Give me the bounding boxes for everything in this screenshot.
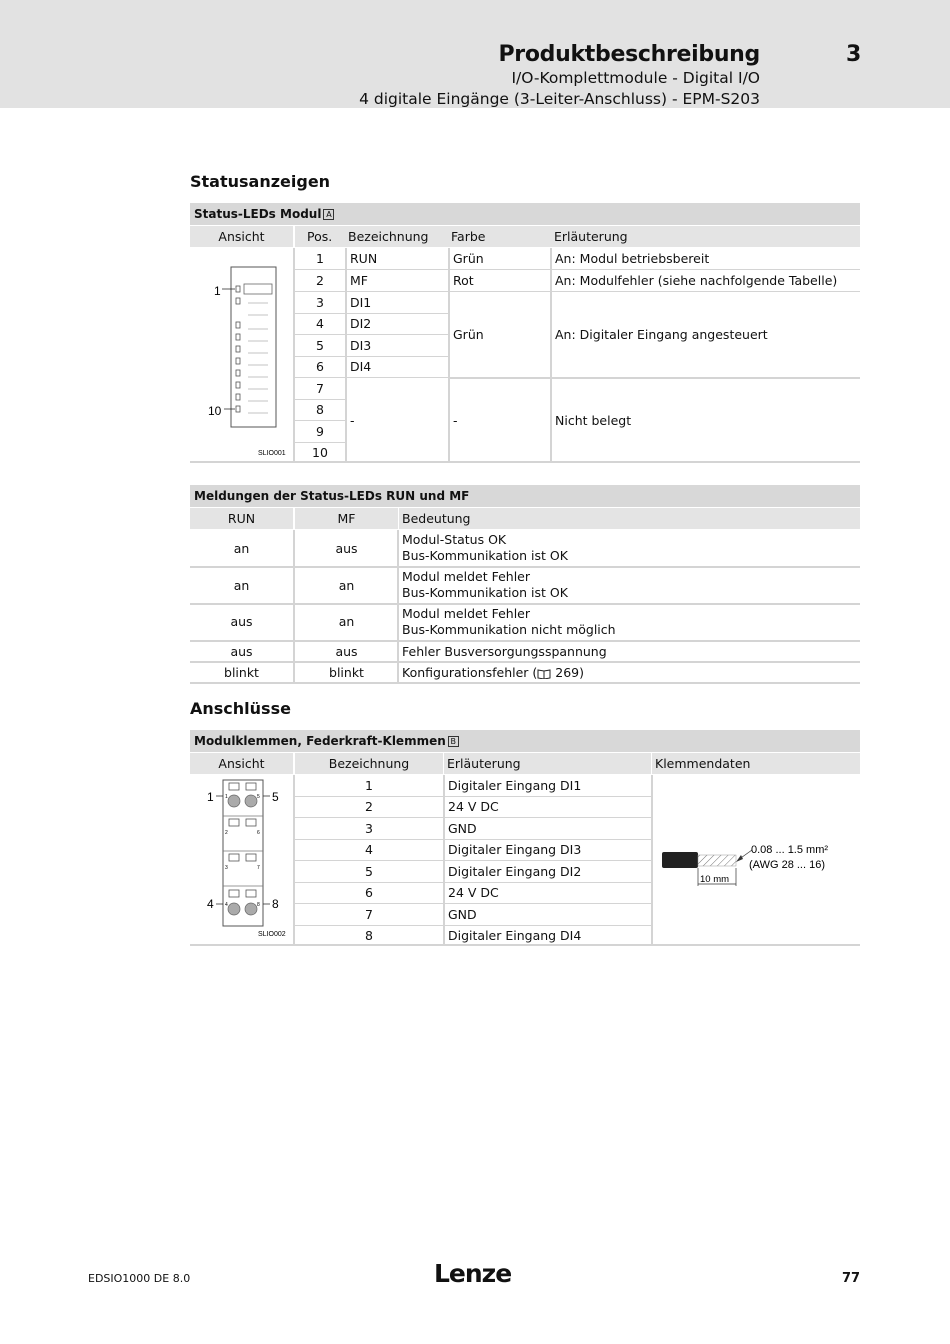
figure-code: SLIO002 bbox=[258, 931, 286, 938]
bedeutung-cell: Fehler Busversorgungsspannung bbox=[402, 644, 607, 659]
terminal-description: Digitaler Eingang DI1 bbox=[445, 775, 651, 797]
col-header-erlaeuterung: Erläuterung bbox=[551, 226, 860, 247]
col-header-erlaeuterung: Erläuterung bbox=[444, 753, 651, 774]
terminal-description: 24 V DC bbox=[445, 882, 651, 904]
wire-cross-section: 0.08 ... 1.5 mm² bbox=[751, 844, 829, 856]
terminal-number: 3 bbox=[295, 818, 443, 840]
farbe-cell: Grün bbox=[450, 248, 550, 270]
terminal-number: 6 bbox=[295, 882, 443, 904]
terminal-number: 7 bbox=[295, 904, 443, 926]
mf-cell: aus bbox=[335, 644, 358, 659]
section-heading-anschluesse: Anschlüsse bbox=[190, 699, 291, 718]
table-caption-terminals bbox=[190, 730, 860, 752]
chapter-number: 3 bbox=[846, 42, 862, 67]
terminal-number: 5 bbox=[295, 861, 443, 883]
terminal-number: 1 bbox=[295, 775, 443, 797]
bedeutung-line: Modul-Status OK bbox=[402, 532, 507, 547]
svg-text:3: 3 bbox=[225, 865, 228, 871]
terminal-description: GND bbox=[445, 818, 651, 840]
figure-label: 1 bbox=[207, 790, 214, 804]
col-header-farbe: Farbe bbox=[448, 226, 551, 247]
bezeichnung-cell: DI3 bbox=[347, 335, 448, 357]
divider bbox=[651, 775, 653, 945]
page-reference[interactable]: 269) bbox=[551, 665, 585, 680]
pos-cell: 10 bbox=[312, 445, 328, 460]
figure-label: 8 bbox=[272, 897, 279, 911]
svg-text:2: 2 bbox=[225, 830, 228, 836]
terminal-description: GND bbox=[445, 904, 651, 926]
terminal-description: Digitaler Eingang DI3 bbox=[445, 839, 651, 861]
wire-awg: (AWG 28 ... 16) bbox=[749, 859, 826, 871]
divider bbox=[448, 377, 860, 379]
terminal-number: 4 bbox=[295, 839, 443, 861]
header-subtitle-2: 4 digitale Eingänge (3-Leiter-Anschluss) - EPM-S203 bbox=[359, 90, 760, 108]
figure-marker-b: B bbox=[448, 736, 459, 747]
pos-cell: 8 bbox=[295, 399, 345, 421]
pos-cell: 2 bbox=[295, 270, 345, 292]
farbe-cell: - bbox=[453, 413, 458, 428]
header-subtitle-1: I/O-Komplettmodule - Digital I/O bbox=[511, 69, 760, 87]
col-header-ansicht: Ansicht bbox=[190, 753, 293, 774]
bezeichnung-cell: DI1 bbox=[347, 292, 448, 314]
mf-cell: aus bbox=[335, 541, 358, 556]
svg-text:1: 1 bbox=[225, 794, 228, 800]
figure-label: 4 bbox=[207, 897, 214, 911]
terminal-description: Digitaler Eingang DI2 bbox=[445, 861, 651, 883]
col-header-bedeutung: Bedeutung bbox=[399, 508, 860, 529]
svg-text:5: 5 bbox=[257, 794, 260, 800]
table-caption-led-messages: Meldungen der Status-LEDs RUN und MF bbox=[190, 485, 860, 507]
terminal-number: 8 bbox=[365, 928, 373, 943]
terminal-module-figure bbox=[200, 776, 295, 944]
bezeichnung-cell: DI4 bbox=[347, 356, 448, 378]
pos-cell: 9 bbox=[295, 421, 345, 443]
col-header-pos: Pos. bbox=[295, 226, 345, 247]
run-cell: an bbox=[233, 578, 250, 593]
svg-text:4: 4 bbox=[225, 902, 228, 908]
figure-marker-a: A bbox=[323, 209, 334, 220]
pos-cell: 3 bbox=[295, 292, 345, 314]
bedeutung-text: Konfigurationsfehler ( bbox=[402, 665, 538, 680]
figure-label: 5 bbox=[272, 790, 279, 804]
svg-text:6: 6 bbox=[257, 830, 260, 836]
caption-text: Status-LEDs Modul bbox=[194, 207, 322, 221]
figure-label: 1 bbox=[214, 284, 221, 298]
terminal-description: 24 V DC bbox=[445, 796, 651, 818]
mf-cell: an bbox=[338, 614, 355, 629]
figure-code: SLIO001 bbox=[258, 450, 286, 457]
footer-doc-id: EDSIO1000 DE 8.0 bbox=[88, 1272, 191, 1285]
page-number: 77 bbox=[842, 1271, 861, 1286]
col-header-mf: MF bbox=[295, 508, 398, 529]
col-header-run: RUN bbox=[190, 508, 293, 529]
book-icon bbox=[537, 664, 551, 685]
pos-cell: 7 bbox=[295, 378, 345, 400]
pos-cell: 1 bbox=[295, 248, 345, 270]
bezeichnung-cell: MF bbox=[347, 270, 448, 292]
lenze-logo: Lenze bbox=[434, 1259, 512, 1288]
bezeichnung-cell: DI2 bbox=[347, 313, 448, 335]
bezeichnung-cell: - bbox=[350, 413, 355, 428]
erlaeuterung-cell: An: Modul betriebsbereit bbox=[552, 248, 860, 270]
mf-cell: an bbox=[338, 578, 355, 593]
erlaeuterung-cell: An: Digitaler Eingang angesteuert bbox=[555, 327, 768, 342]
page-header bbox=[0, 0, 950, 108]
svg-text:7: 7 bbox=[257, 865, 260, 871]
run-cell: blinkt bbox=[224, 665, 259, 680]
table-caption-status-leds bbox=[190, 203, 860, 225]
bedeutung-cell bbox=[399, 530, 860, 564]
farbe-cell: Grün bbox=[453, 327, 484, 342]
wire-strip-length: 10 mm bbox=[700, 874, 730, 885]
pos-cell: 5 bbox=[295, 335, 345, 357]
bedeutung-line: Modul meldet Fehler bbox=[402, 606, 530, 621]
run-cell: aus bbox=[230, 614, 253, 629]
pos-cell: 6 bbox=[295, 356, 345, 378]
col-header-bezeichnung: Bezeichnung bbox=[295, 753, 443, 774]
bedeutung-cell bbox=[399, 662, 860, 685]
wire-strip-figure bbox=[660, 838, 855, 890]
section-heading-status: Statusanzeigen bbox=[190, 172, 331, 191]
bedeutung-cell bbox=[399, 567, 860, 601]
header-title: Produktbeschreibung bbox=[498, 42, 760, 67]
col-header-ansicht: Ansicht bbox=[190, 226, 293, 247]
pos-cell: 4 bbox=[295, 313, 345, 335]
mf-cell: blinkt bbox=[329, 665, 364, 680]
svg-text:8: 8 bbox=[257, 902, 260, 908]
bezeichnung-cell: RUN bbox=[347, 248, 448, 270]
caption-text: Modulklemmen, Federkraft-Klemmen bbox=[194, 734, 446, 748]
bedeutung-line: Bus-Kommunikation ist OK bbox=[402, 585, 568, 600]
bedeutung-line: Bus-Kommunikation ist OK bbox=[402, 548, 568, 563]
terminal-description: Digitaler Eingang DI4 bbox=[448, 928, 582, 943]
col-header-bezeichnung: Bezeichnung bbox=[345, 226, 448, 247]
led-module-figure bbox=[200, 262, 295, 462]
bedeutung-line: Bus-Kommunikation nicht möglich bbox=[402, 622, 616, 637]
bedeutung-cell bbox=[399, 604, 860, 638]
figure-label: 10 bbox=[208, 404, 222, 418]
erlaeuterung-cell: An: Modulfehler (siehe nachfolgende Tabelle) bbox=[552, 270, 860, 292]
bedeutung-line: Modul meldet Fehler bbox=[402, 569, 530, 584]
terminal-number: 2 bbox=[295, 796, 443, 818]
erlaeuterung-cell: Nicht belegt bbox=[555, 413, 632, 428]
farbe-cell: Rot bbox=[450, 270, 550, 292]
run-cell: an bbox=[233, 541, 250, 556]
run-cell: aus bbox=[230, 644, 253, 659]
col-header-klemmendaten: Klemmendaten bbox=[652, 753, 860, 774]
